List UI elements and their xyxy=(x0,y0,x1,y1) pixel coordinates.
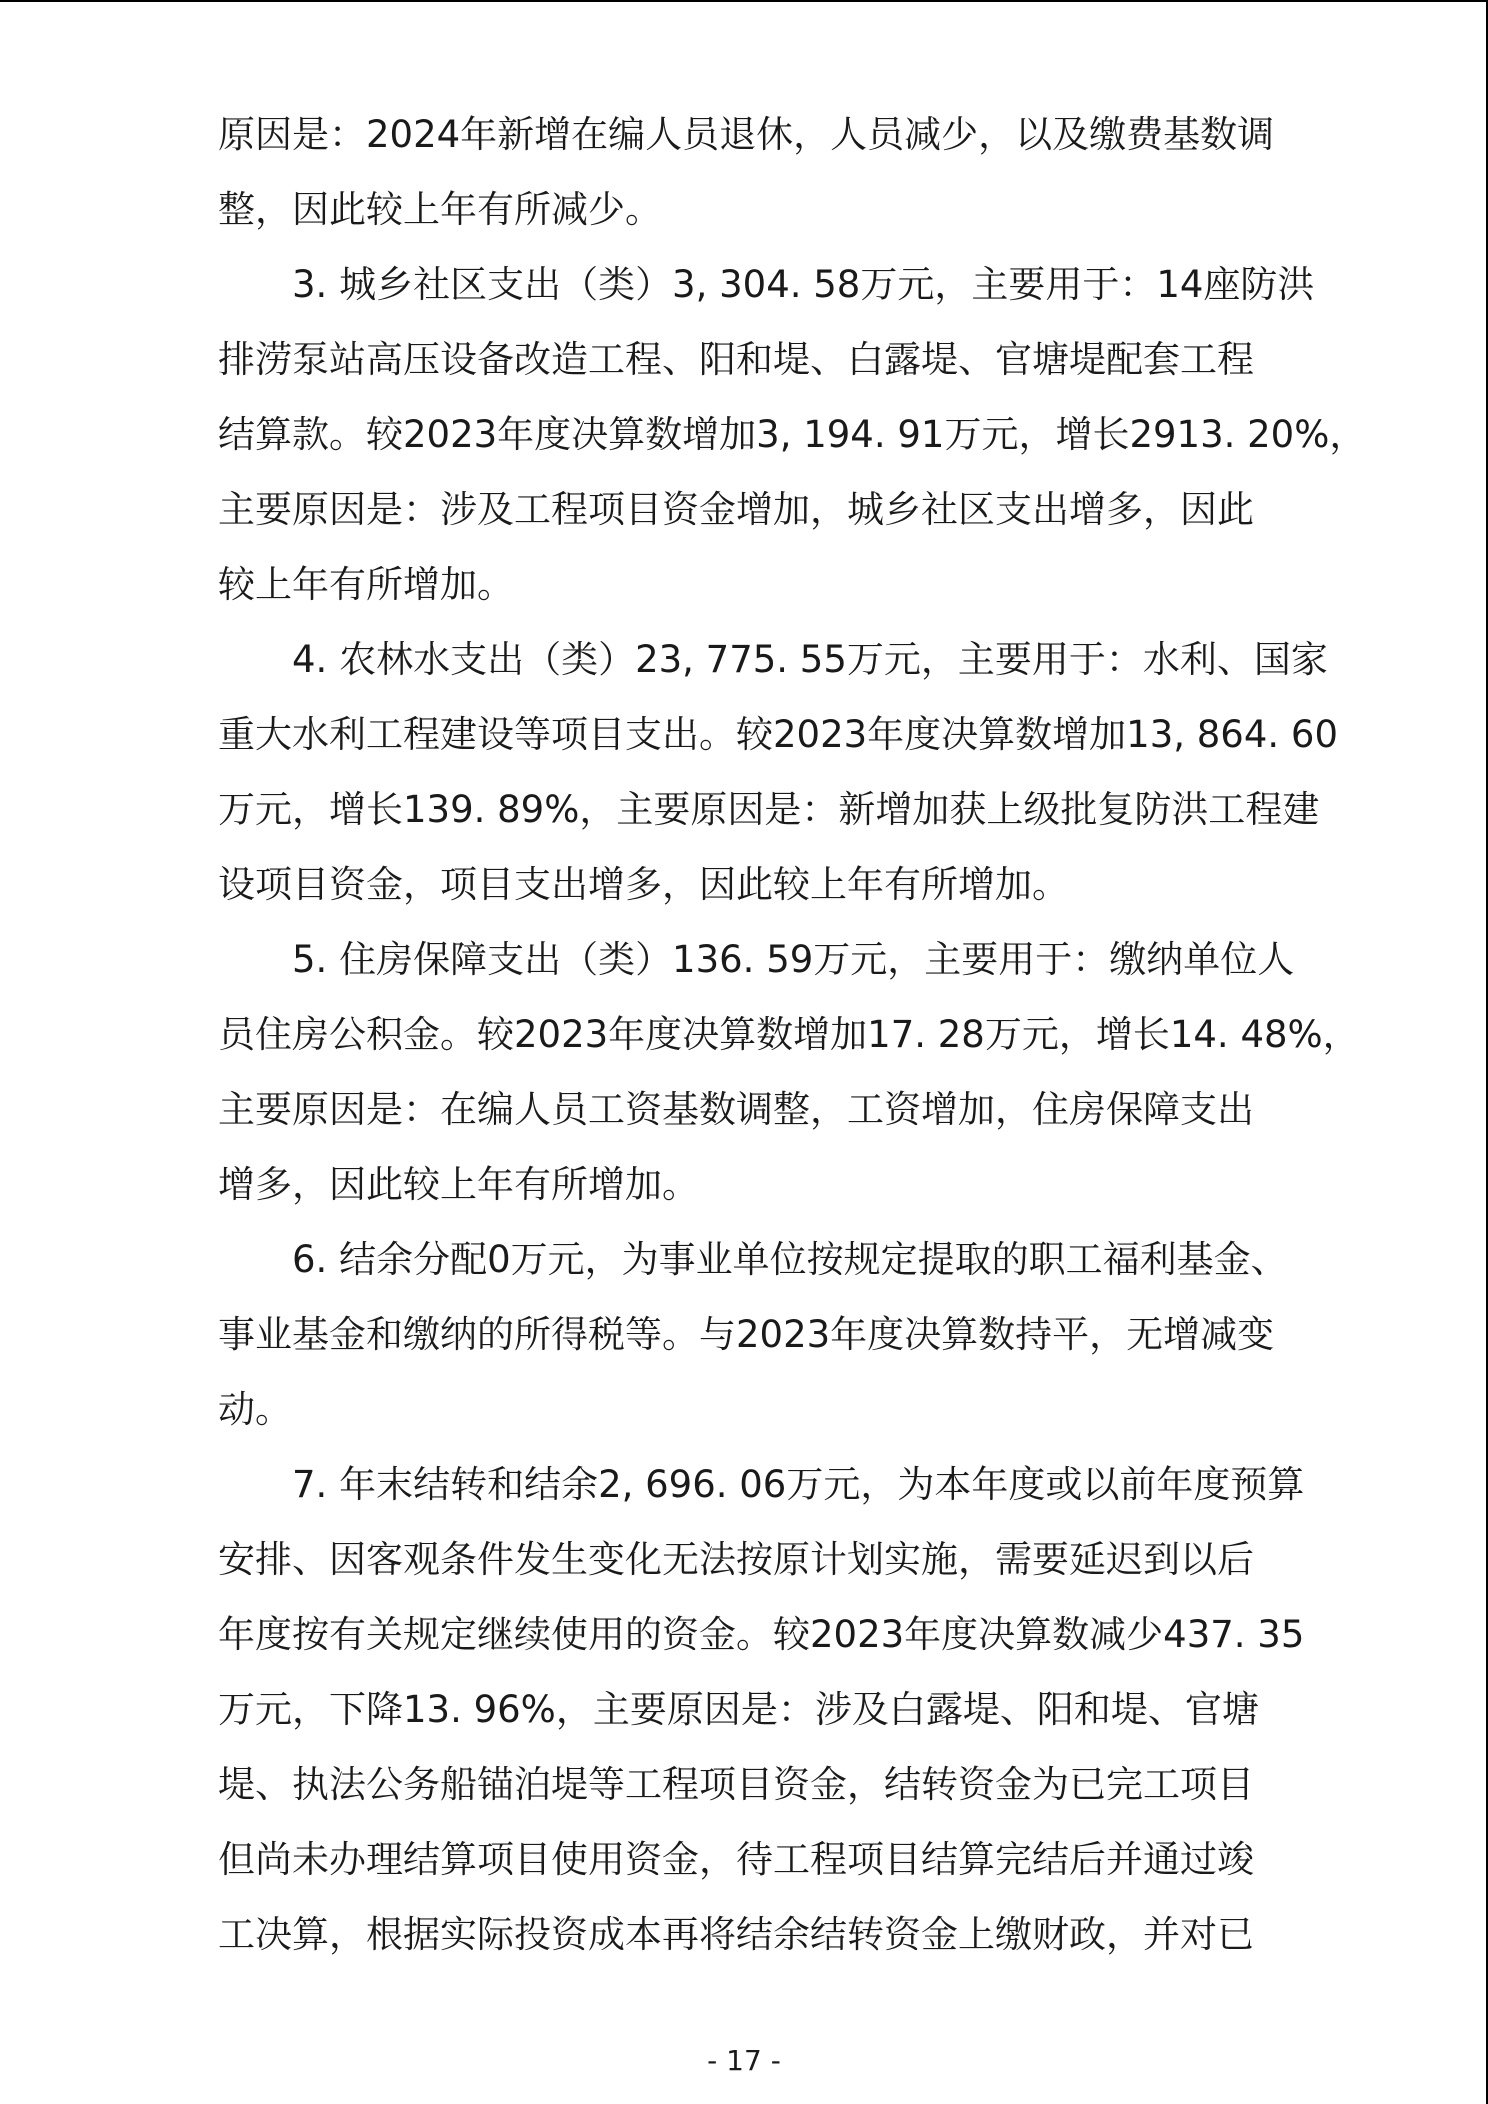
text-line: 增多，因此较上年有所增加。 xyxy=(218,1163,699,1206)
text-line: 重大水利工程建设等项目支出。较2023年度决算数增加13, 864. 60 xyxy=(218,713,1338,756)
text-line: 安排、因客观条件发生变化无法按原计划实施，需要延迟到以后 xyxy=(218,1538,1254,1581)
page-top-border xyxy=(0,0,1488,2)
text-line: 主要原因是：在编人员工资基数调整，工资增加，住房保障支出 xyxy=(218,1088,1254,1131)
text-line: 万元，下降13. 96%，主要原因是：涉及白露堤、阳和堤、官塘 xyxy=(218,1688,1259,1731)
paragraph-5-start: 5. 住房保障支出（类）136. 59万元，主要用于：缴纳单位人 xyxy=(292,938,1295,981)
text-line: 万元，增长139. 89%，主要原因是：新增加获上级批复防洪工程建 xyxy=(218,788,1320,831)
text-line: 但尚未办理结算项目使用资金，待工程项目结算完结后并通过竣 xyxy=(218,1838,1254,1881)
text-line: 年度按有关规定继续使用的资金。较2023年度决算数减少437. 35 xyxy=(218,1613,1305,1656)
text-line: 事业基金和缴纳的所得税等。与2023年度决算数持平，无增减变 xyxy=(218,1313,1275,1356)
paragraph-4-start: 4. 农林水支出（类）23, 775. 55万元，主要用于：水利、国家 xyxy=(292,638,1328,681)
paragraph-3-start: 3. 城乡社区支出（类）3, 304. 58万元，主要用于：14座防洪 xyxy=(292,263,1315,306)
text-line: 排涝泵站高压设备改造工程、阳和堤、白露堤、官塘堤配套工程 xyxy=(218,338,1254,381)
text-line: 原因是：2024年新增在编人员退休，人员减少，以及缴费基数调 xyxy=(218,113,1275,156)
paragraph-6-start: 6. 结余分配0万元，为事业单位按规定提取的职工福利基金、 xyxy=(292,1238,1288,1281)
text-line: 员住房公积金。较2023年度决算数增加17. 28万元，增长14. 48%， xyxy=(218,1013,1360,1056)
paragraph-7-start: 7. 年末结转和结余2, 696. 06万元，为本年度或以前年度预算 xyxy=(292,1463,1305,1506)
text-line: 工决算，根据实际投资成本再将结余结转资金上缴财政，并对已 xyxy=(218,1913,1254,1956)
text-line: 堤、执法公务船锚泊堤等工程项目资金，结转资金为已完工项目 xyxy=(218,1763,1254,1806)
text-line: 设项目资金，项目支出增多，因此较上年有所增加。 xyxy=(218,863,1069,906)
document-body xyxy=(218,97,1367,1972)
text-line: 主要原因是：涉及工程项目资金增加，城乡社区支出增多，因此 xyxy=(218,488,1254,531)
page-number: - 17 - xyxy=(707,2044,781,2077)
text-line: 整，因此较上年有所减少。 xyxy=(218,188,662,231)
text-line: 结算款。较2023年度决算数增加3, 194. 91万元，增长2913. 20%， xyxy=(218,413,1367,456)
text-line: 较上年有所增加。 xyxy=(218,563,514,606)
text-line: 动。 xyxy=(218,1388,292,1431)
